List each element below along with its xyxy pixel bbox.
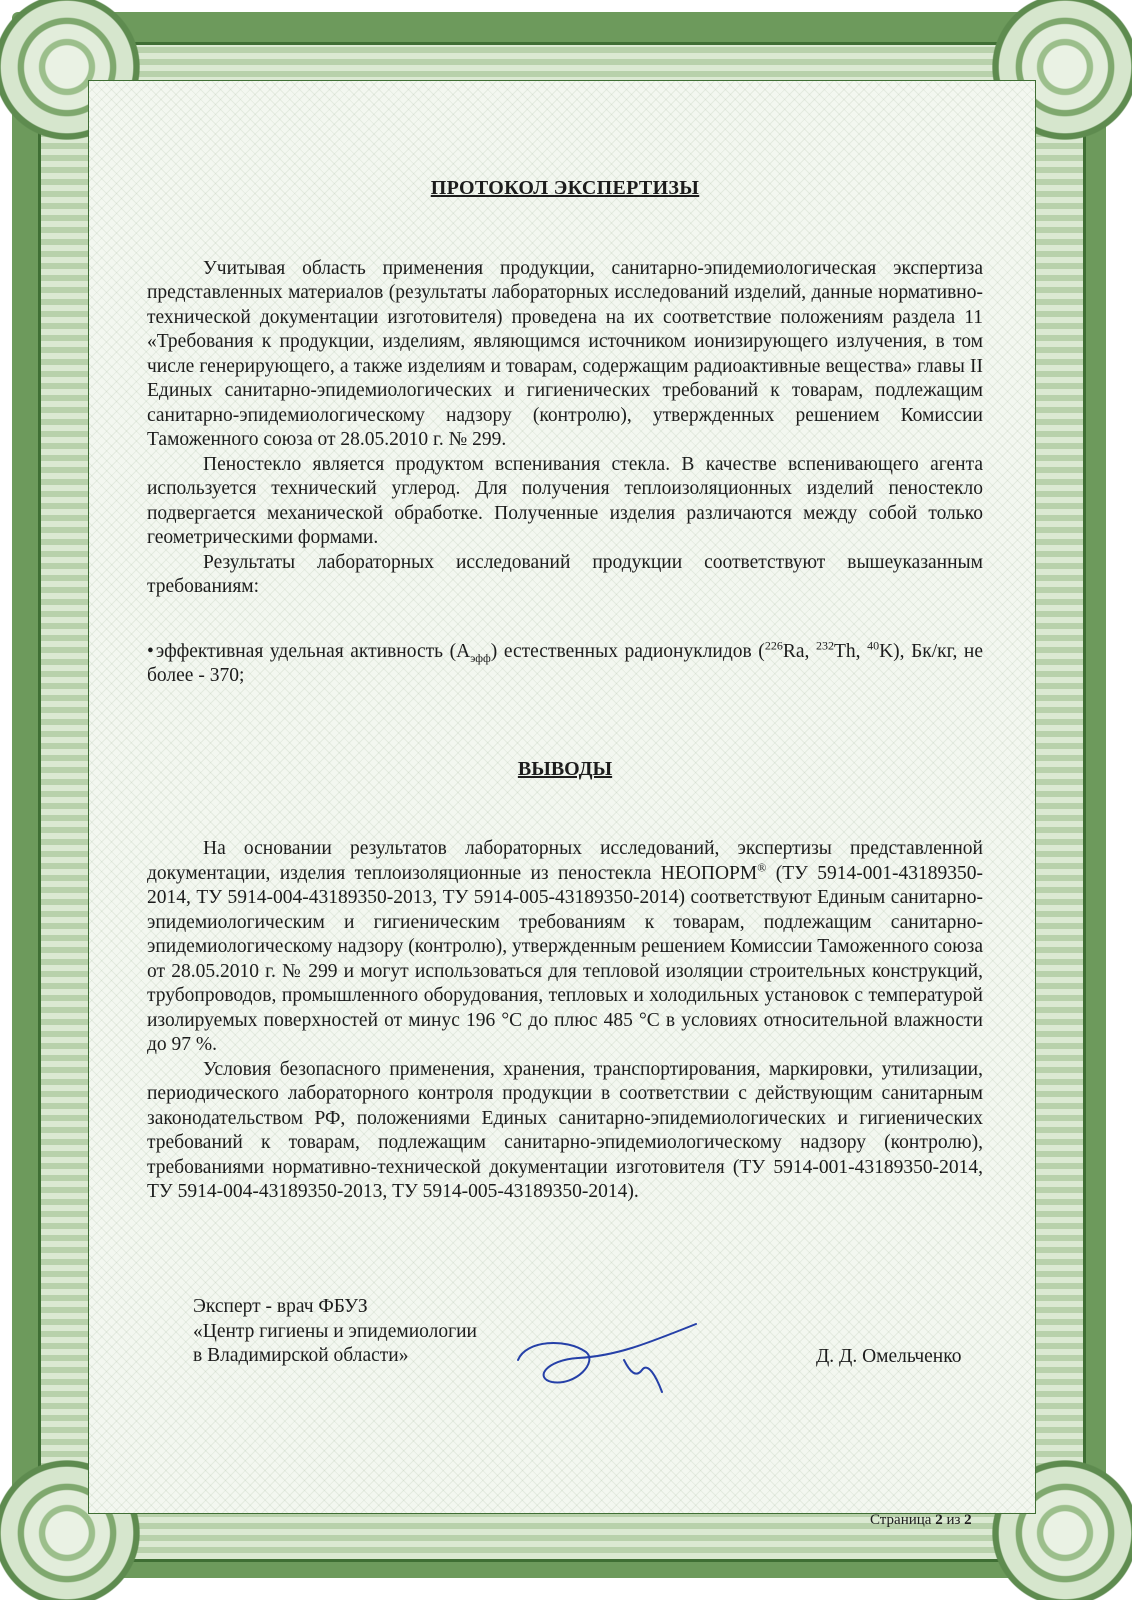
conclusions-title: ВЫВОДЫ — [517, 757, 613, 780]
signatory-block — [193, 1295, 477, 1369]
page-number: Страница 2 из 2 — [870, 1512, 972, 1528]
handwritten-signature — [506, 1320, 706, 1400]
radionuclide-bullet: • эффективная удельная активность $(А_{эфф})$ естественных радионуклидов ($^{226}$Ra, $^{232}$Th, $^{40}$K), Бк/кг, не более - 370; — [147, 638, 983, 686]
signatory-name: Д. Д. Омельченко — [816, 1346, 962, 1367]
paragraph-results: Результаты лабораторных исследований продукции соответствуют вышеуказанным требованиям: — [147, 551, 983, 597]
conclusion-conditions: Условия безопасного применения, хранения, транспортирования, маркировки, утилизации, периодического лабораторного контроля продукции в соответствии с действующим санитарным законодательством РФ, положениями Единых санитарно-эпидемиологических и гигиенических требований к товарам, подлежащим санитарно-эпидемиологическому надзору (контролю), требованиями нормативно-технической документации изготовителя (ТУ 5914-001-43189350-2014, ТУ 5914-004-43189350-2013, ТУ 5914-005-43189350-2014). — [147, 1058, 983, 1202]
signatory-region: в Владимирской области» — [193, 1345, 409, 1366]
bullet-dot-icon: • — [147, 640, 154, 662]
signatory-org: «Центр гигиены и эпидемиологии — [193, 1320, 477, 1342]
document-title: ПРОТОКОЛ ЭКСПЕРТИЗЫ — [430, 177, 700, 199]
document-body — [147, 176, 983, 1205]
paragraph-foam-glass: Пеностекло является продуктом вспенивания стекла. В качестве вспенивающего агента используется технический углерод. Для получения теплоизоляционных изделий пеностекло подвергается механической обработке. Полученные изделия различаются между собой только геометрическими формами. — [147, 453, 983, 548]
paragraph-scope: Учитывая область применения продукции, санитарно-эпидемиологическая экспертиза представленных материалов (результаты лабораторных исследований изделий, данные нормативно-технической документации изготовителя) проведена на их соответствие положениям раздела 11 «Требования к продукции, изделиям, являющимся источником ионизирующего излучения, в том числе генерирующего, а также изделиям и товарам, содержащим радиоактивные вещества» главы II Единых санитарно-эпидемиологических и гигиенических требований к товарам, подлежащим санитарно-эпидемиологическому надзору (контролю), утвержденных решением Комиссии Таможенного союза от 28.05.2010 г. № 299. — [147, 257, 983, 450]
signatory-title: Эксперт - врач ФБУЗ — [193, 1296, 368, 1317]
conclusion-compliance: На основании результатов лабораторных исследований, экспертизы представленной документации, изделия теплоизоляционные из пеностекла НЕОПОРМ® (ТУ 5914-001-43189350-2014, ТУ 5914-004-43189350-2013, ТУ 5914-005-43189350-2014) соответствуют Единым санитарно-эпидемиологическим и гигиеническим требованиям к товарам, подлежащим санитарно-эпидемиологическому надзору (контролю), утвержденным решением Комиссии Таможенного союза от 28.05.2010 г. № 299 и могут использоваться для тепловой изоляции строительных конструкций, трубопроводов, промышленного оборудования, тепловых и холодильных установок с температурой изолируемых поверхностей от минус 196 °С до плюс 485 °С в условиях относительной влажности до 97 %. — [147, 838, 983, 1055]
